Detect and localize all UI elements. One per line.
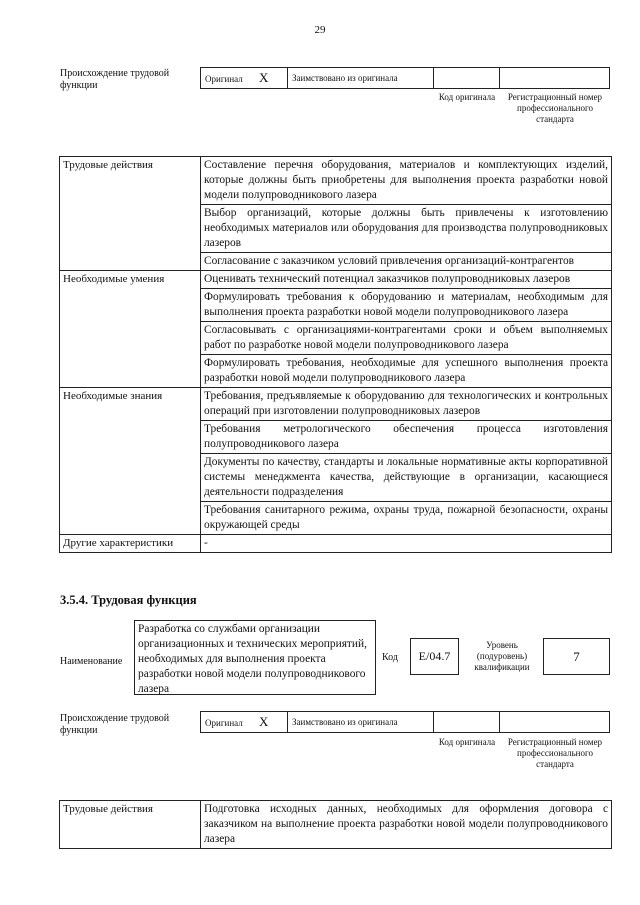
other-characteristics-value: - (201, 535, 612, 553)
origin-label: Происхождение трудовой функции (60, 68, 170, 91)
code-label: Код (382, 652, 398, 663)
origin-box (200, 67, 610, 89)
origin-box (200, 711, 610, 733)
labor-action-item: Выбор организаций, которые должны быть привлечены к изготовлению необходимых материалов или оборудования для производства полупроводниковых лазеров (201, 205, 612, 253)
label-other-characteristics: Другие характеристики (60, 535, 201, 553)
reg-number-caption: Регистрационный номер профессионального стандарта (507, 737, 603, 769)
label-labor-actions: Трудовые действия (60, 801, 201, 849)
function-name-box: Разработка со службами организации организационных и технических мероприятий, необходимых для выполнения проекта разработки новой модели полупроводникового лазера (134, 620, 376, 695)
level-label: Уровень (подуровень) квалификации (474, 640, 530, 672)
borrowed-cell: Заимствовано из оригинала (287, 712, 433, 732)
knowledge-item: Требования, предъявляемые к оборудованию для технологических и контрольных операций при изготовлении полупроводниковых лазеров (201, 388, 612, 421)
work-function-table-2 (59, 800, 612, 849)
borrowed-cell: Заимствовано из оригинала (287, 68, 433, 88)
label-labor-actions: Трудовые действия (60, 157, 201, 271)
page-number: 29 (314, 24, 326, 36)
original-mark: X (258, 70, 269, 85)
name-label: Наименование (60, 656, 123, 667)
original-mark: X (258, 714, 269, 729)
knowledge-item: Требования метрологического обеспечения процесса изготовления полупроводникового лазера (201, 421, 612, 454)
original-cell (201, 68, 287, 88)
skill-item: Формулировать требования к оборудованию и материалам, необходимым для выполнения проекта разработки новой модели полупроводникового лазера (201, 289, 612, 322)
work-function-table (59, 156, 612, 553)
reg-number-caption: Регистрационный номер профессионального стандарта (507, 92, 603, 124)
reg-number-cell (499, 68, 609, 88)
original-label: Оригинал (205, 718, 243, 728)
function-code: E/04.7 (410, 638, 459, 675)
knowledge-item: Документы по качеству, стандарты и локальные нормативные акты корпоративной системы менеджмента качества, действующие в организации, касающиеся деятельности подразделения (201, 454, 612, 502)
label-required-knowledge: Необходимые знания (60, 388, 201, 535)
code-original-caption: Код оригинала (438, 92, 496, 102)
original-cell (201, 712, 287, 732)
origin-label: Происхождение трудовой функции (60, 713, 170, 736)
qualification-level: 7 (543, 638, 610, 675)
labor-action-item: Подготовка исходных данных, необходимых для оформления договора с заказчиком на выполнение проекта разработки новой модели полупроводникового лазера (201, 801, 612, 849)
original-label: Оригинал (205, 74, 243, 84)
reg-number-cell (499, 712, 609, 732)
knowledge-item: Требования санитарного режима, охраны труда, пожарной безопасности, охраны окружающей среды (201, 502, 612, 535)
code-original-cell (433, 68, 499, 88)
skill-item: Согласовывать с организациями-контрагентами сроки и объем выполняемых работ по разработке новой модели полупроводникового лазера (201, 322, 612, 355)
code-original-cell (433, 712, 499, 732)
skill-item: Оценивать технический потенциал заказчиков полупроводниковых лазеров (201, 271, 612, 289)
labor-action-item: Согласование с заказчиком условий привлечения организаций-контрагентов (201, 253, 612, 271)
code-original-caption: Код оригинала (438, 737, 496, 747)
section-heading: 3.5.4. Трудовая функция (60, 593, 197, 607)
skill-item: Формулировать требования, необходимые для успешного выполнения проекта разработки новой модели полупроводникового лазера (201, 355, 612, 388)
labor-action-item: Составление перечня оборудования, материалов и комплектующих изделий, которые должны быть приобретены для выполнения проекта разработки новой модели полупроводникового лазера (201, 157, 612, 205)
label-required-skills: Необходимые умения (60, 271, 201, 388)
